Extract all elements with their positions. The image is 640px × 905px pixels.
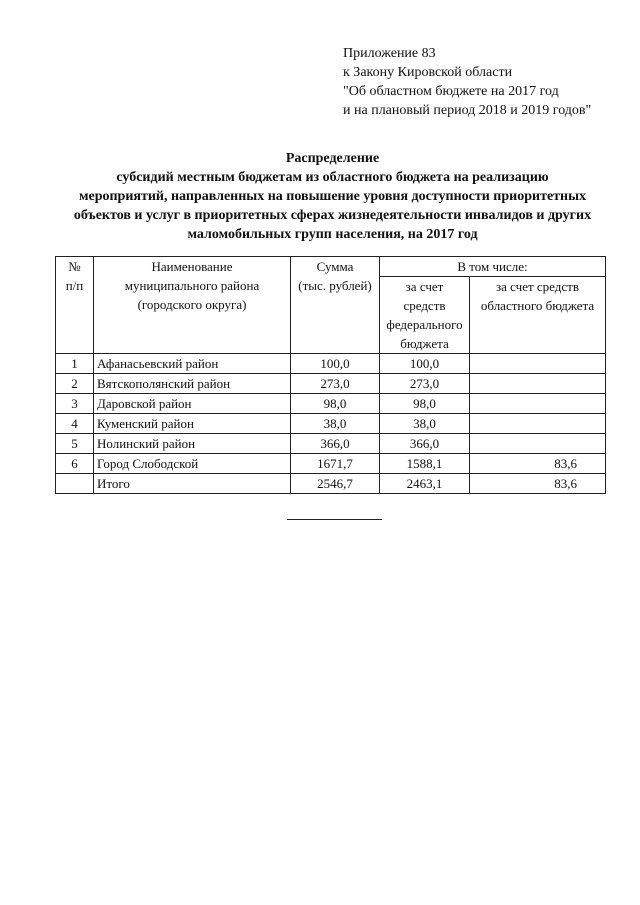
row-number: 3: [56, 394, 94, 414]
row-federal: 38,0: [380, 414, 470, 434]
row-regional: [470, 374, 606, 394]
row-district: Афанасьевский район: [94, 354, 291, 374]
row-number: 6: [56, 454, 94, 474]
row-district: Даровской район: [94, 394, 291, 414]
document-title: [40, 149, 625, 244]
row-district: Город Слободской: [94, 454, 291, 474]
row-federal: 273,0: [380, 374, 470, 394]
header-federal-line-4: бюджета: [400, 336, 449, 351]
appendix-header: [343, 44, 591, 120]
title-line-3: мероприятий, направленных на повышение уровня доступности приоритетных: [78, 189, 587, 204]
total-number: [56, 474, 94, 494]
header-federal-line-2: средств: [403, 298, 446, 313]
total-federal: 2463,1: [380, 474, 470, 494]
row-number: 2: [56, 374, 94, 394]
total-sum: 2546,7: [291, 474, 380, 494]
row-sum: 100,0: [291, 354, 380, 374]
header-federal-line-1: за счет: [405, 279, 444, 294]
table-row: [56, 394, 606, 414]
appendix-law-title: "Об областном бюджете на 2017 год: [343, 84, 559, 99]
row-regional: [470, 394, 606, 414]
header-regional: [470, 277, 606, 354]
row-regional: [470, 434, 606, 454]
header-sum-line-1: Сумма: [316, 259, 354, 274]
row-federal: 366,0: [380, 434, 470, 454]
header-regional-line-1: за счет средств: [496, 279, 579, 294]
total-label: Итого: [94, 474, 291, 494]
row-number: 1: [56, 354, 94, 374]
row-sum: 38,0: [291, 414, 380, 434]
row-sum: 273,0: [291, 374, 380, 394]
row-federal: 98,0: [380, 394, 470, 414]
header-regional-line-2: областного бюджета: [480, 298, 595, 313]
header-including: В том числе:: [380, 257, 606, 277]
row-number: 4: [56, 414, 94, 434]
header-name-line-1: Наименование: [151, 259, 233, 274]
header-federal: [380, 277, 470, 354]
table-row: [56, 414, 606, 434]
title-line-5: маломобильных групп населения, на 2017 год: [187, 227, 478, 242]
row-number: 5: [56, 434, 94, 454]
header-number-line-2: п/п: [65, 278, 84, 293]
appendix-number: Приложение 83: [343, 46, 436, 61]
row-sum: 366,0: [291, 434, 380, 454]
table-row: [56, 354, 606, 374]
subsidy-table: [55, 256, 606, 494]
row-regional: [470, 354, 606, 374]
title-line-2: субсидий местным бюджетам из областного бюджета на реализацию: [116, 170, 549, 185]
title-line-1: Распределение: [285, 151, 380, 166]
header-sum: [291, 257, 380, 354]
row-federal: 100,0: [380, 354, 470, 374]
table-row: [56, 374, 606, 394]
appendix-law-period: и на плановый период 2018 и 2019 годов": [343, 103, 592, 118]
row-regional: [470, 414, 606, 434]
row-district: Вятскополянский район: [94, 374, 291, 394]
closing-divider: [287, 519, 382, 520]
table-header-row: [56, 257, 606, 277]
title-line-4: объектов и услуг в приоритетных сферах жизнедеятельности инвалидов и других: [73, 208, 592, 223]
row-district: Нолинский район: [94, 434, 291, 454]
total-regional: 83,6: [470, 474, 606, 494]
row-sum: 1671,7: [291, 454, 380, 474]
header-name: [94, 257, 291, 354]
header-name-line-3: (городского округа): [137, 297, 247, 312]
header-number: [56, 257, 94, 354]
header-sum-line-2: (тыс. рублей): [298, 278, 372, 293]
appendix-law: к Закону Кировской области: [343, 65, 513, 80]
row-federal: 1588,1: [380, 454, 470, 474]
header-number-line-1: №: [68, 259, 81, 274]
header-name-line-2: муниципального района: [124, 278, 260, 293]
table-total-row: [56, 474, 606, 494]
row-sum: 98,0: [291, 394, 380, 414]
row-district: Куменский район: [94, 414, 291, 434]
header-federal-line-3: федерального: [386, 317, 463, 332]
table-row: [56, 454, 606, 474]
row-regional: 83,6: [470, 454, 606, 474]
table-row: [56, 434, 606, 454]
